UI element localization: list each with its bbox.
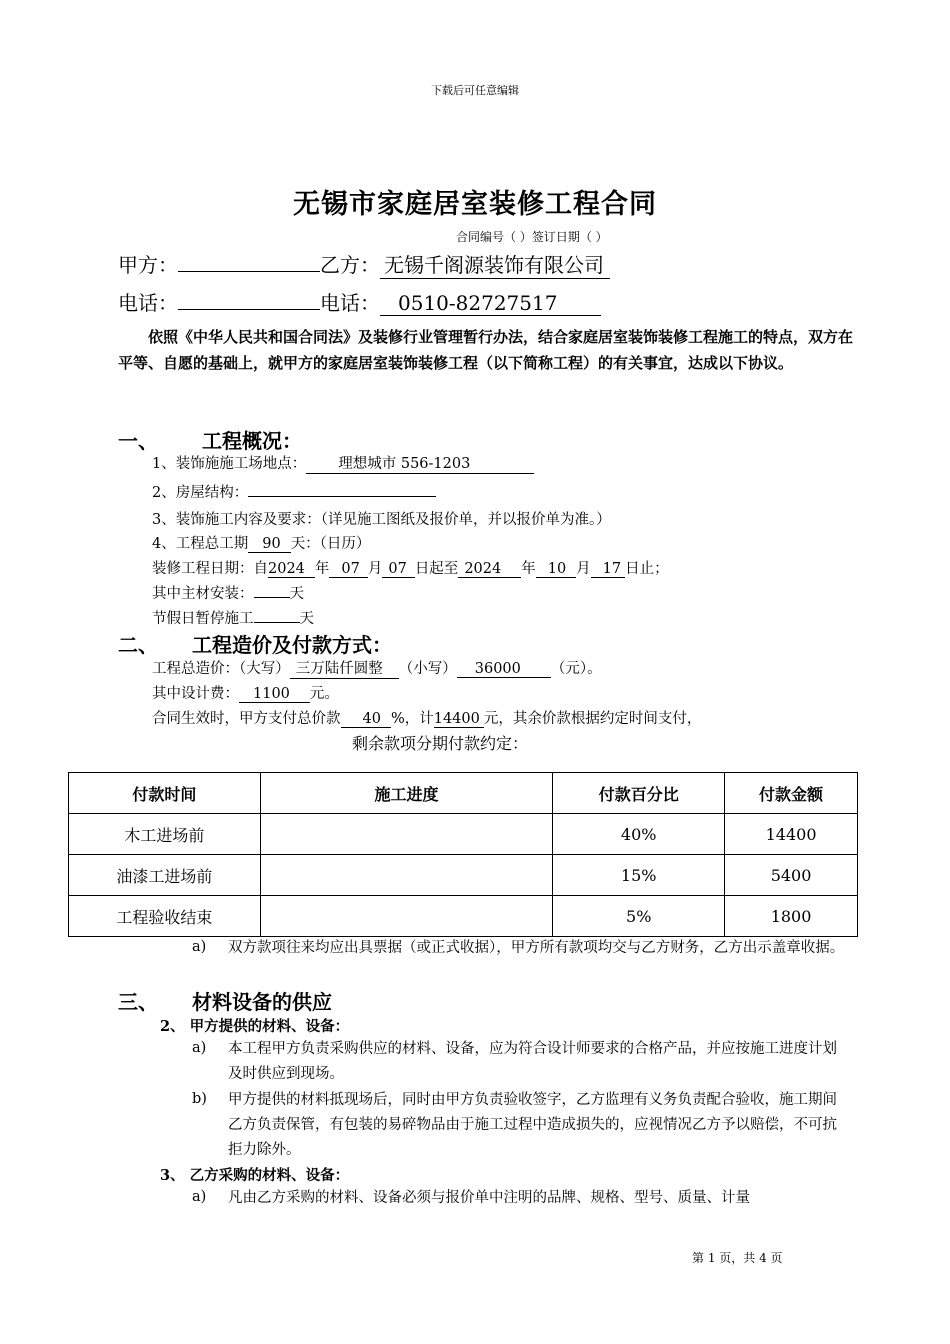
sub2-b-text: 甲方提供的材料抵现场后，同时由甲方负责验收签字，乙方监理有义务负责配合验收，施工期间乙方负责保管，有包装的易碎物品由于施工过程中造成损失的，应视情况乙方予以赔偿，不可抗拒力除外。: [228, 1092, 837, 1158]
site-value: 理想城市 556-1203: [306, 452, 534, 474]
payment-table: [68, 772, 858, 937]
content-line: 3、装饰施工内容及要求：（详见施工图纸及报价单，并以报价单为准。）: [152, 512, 611, 528]
deposit-text-1: 合同生效时，甲方支付总价款: [152, 711, 341, 727]
header-note: 下载后可任意编辑: [431, 84, 519, 97]
holiday-line: [152, 607, 314, 628]
deposit-pct: 40: [341, 711, 391, 728]
phone-row: [118, 287, 601, 316]
installment-title: 剩余款项分期付款约定：: [352, 734, 529, 753]
party-a-row: [118, 249, 610, 279]
month-char-2: 月: [576, 561, 591, 577]
total-label: 工程总造价：（大写）: [152, 661, 290, 677]
structure-line: [152, 481, 436, 502]
structure-blank: [248, 482, 436, 497]
contract-title: 无锡市家庭居室装修工程合同: [293, 189, 657, 220]
table-row: [69, 896, 858, 937]
intro-paragraph: 依照《中华人民共和国合同法》及装修行业管理暂行办法，结合家庭居室装饰装修工程施工的特点，双方在平等、自愿的基础上，就甲方的家庭居室装饰装修工程（以下简称工程）的有关事宜，达成以下协议。: [118, 328, 854, 372]
design-fee: 1100: [239, 686, 310, 703]
phone-a-label: 电话：: [118, 291, 178, 315]
phone-b-value: 0510-82727517: [380, 291, 601, 316]
end-year: 2024: [458, 561, 521, 578]
note-a-label: a): [192, 939, 207, 955]
sub2-b-label: b): [192, 1091, 207, 1107]
total-line: [152, 657, 602, 679]
table-cell: 油漆工进场前: [69, 855, 261, 896]
section1-title: 工程概况：: [202, 429, 302, 453]
note-a-text: 双方款项往来均应出具票据（或正式收据），甲方所有款项均交与乙方财务，乙方出示盖章收据。: [228, 940, 845, 956]
table-header: 施工进度: [260, 773, 553, 814]
section2-num: 二、: [118, 633, 158, 657]
table-cell: [260, 814, 553, 855]
party-b-name: 无锡千阁源装饰有限公司: [380, 249, 610, 279]
main-install-label: 其中主材安装：: [152, 586, 254, 602]
total-lower: 36000: [457, 661, 551, 678]
table-cell: 5%: [553, 896, 725, 937]
end-month: 10: [536, 561, 576, 578]
phone-a-blank: [178, 291, 320, 310]
total-lower-label: （小写）: [398, 661, 457, 677]
table-header: 付款金额: [725, 773, 858, 814]
table-cell: 5400: [725, 855, 858, 896]
year-char: 年: [314, 561, 330, 577]
holiday-blank: [254, 608, 300, 623]
end-day: 17: [591, 561, 625, 578]
start-month: 07: [329, 561, 367, 578]
table-cell: [260, 855, 553, 896]
design-fee-line: [152, 682, 339, 703]
dates-label: 装修工程日期：自: [152, 561, 268, 577]
sub2-a-label: a): [192, 1040, 207, 1056]
section3-num: 三、: [118, 990, 158, 1014]
end-char: 日止；: [625, 561, 669, 577]
table-row: [69, 855, 858, 896]
table-cell: 1800: [725, 896, 858, 937]
table-cell: 木工进场前: [69, 814, 261, 855]
total-upper: 三万陆仟圆整: [290, 657, 399, 679]
deposit-text-3: 元，其余价款根据约定时间支付，: [483, 711, 702, 727]
deposit-line: [152, 707, 701, 728]
sub3-a-label: a): [192, 1189, 207, 1205]
contract-number-date: 合同编号（ ）签订日期（ ）: [456, 230, 608, 244]
section2-heading: [118, 629, 392, 658]
month-char: 月: [367, 561, 383, 577]
phone-b-label: 电话：: [320, 291, 380, 315]
section2-title: 工程造价及付款方式：: [192, 633, 392, 657]
total-unit: （元）。: [550, 661, 602, 677]
deposit-amount: 14400: [434, 711, 484, 728]
table-cell: 15%: [553, 855, 725, 896]
site-label: 1、装饰施施工场地点：: [152, 456, 307, 472]
site-line: [152, 452, 534, 474]
party-a-label: 甲方：: [118, 253, 178, 277]
dates-line: [152, 557, 669, 578]
start-year: 2024: [268, 561, 315, 578]
table-cell: [260, 896, 553, 937]
section1-heading: [118, 425, 302, 454]
period-line: [152, 532, 370, 553]
party-a-blank: [178, 253, 320, 272]
party-b-label: 乙方：: [320, 253, 380, 277]
period-days: 90: [248, 536, 290, 553]
table-row: [69, 814, 858, 855]
design-label: 其中设计费：: [152, 686, 239, 702]
sub2-title: 2、 甲方提供的材料、设备：: [160, 1018, 350, 1035]
table-cell: 14400: [725, 814, 858, 855]
structure-label: 2、房屋结构：: [152, 485, 249, 501]
year-char-2: 年: [521, 561, 536, 577]
start-day: 07: [382, 561, 414, 578]
design-unit: 元。: [309, 686, 339, 702]
main-install-line: [152, 582, 304, 603]
page-footer: 第 1 页，共 4 页: [692, 1251, 783, 1265]
table-header-row: [69, 773, 858, 814]
main-install-blank: [254, 583, 290, 598]
day-unit: 天: [289, 586, 304, 602]
sub3-a-text: 凡由乙方采购的材料、设备必须与报价单中注明的品牌、规格、型号、质量、计量: [228, 1190, 750, 1206]
sub2-a-text: 本工程甲方负责采购供应的材料、设备，应为符合设计师要求的合格产品，并应按施工进度计划及时供应到现场。: [228, 1041, 837, 1082]
period-suffix: 天：（日历）: [290, 536, 371, 552]
table-cell: 40%: [553, 814, 725, 855]
table-cell: 工程验收结束: [69, 896, 261, 937]
day-unit-2: 天: [299, 611, 314, 627]
section3-title: 材料设备的供应: [192, 990, 332, 1014]
deposit-text-2: %，计: [390, 711, 434, 727]
period-label: 4、工程总工期: [152, 536, 249, 552]
sub3-title: 3、 乙方采购的材料、设备：: [160, 1167, 350, 1184]
start-day-char: 日起至: [414, 561, 459, 577]
section1-num: 一、: [118, 429, 158, 453]
table-header: 付款时间: [69, 773, 261, 814]
holiday-label: 节假日暂停施工: [152, 611, 254, 627]
section3-heading: [118, 986, 332, 1015]
table-header: 付款百分比: [553, 773, 725, 814]
